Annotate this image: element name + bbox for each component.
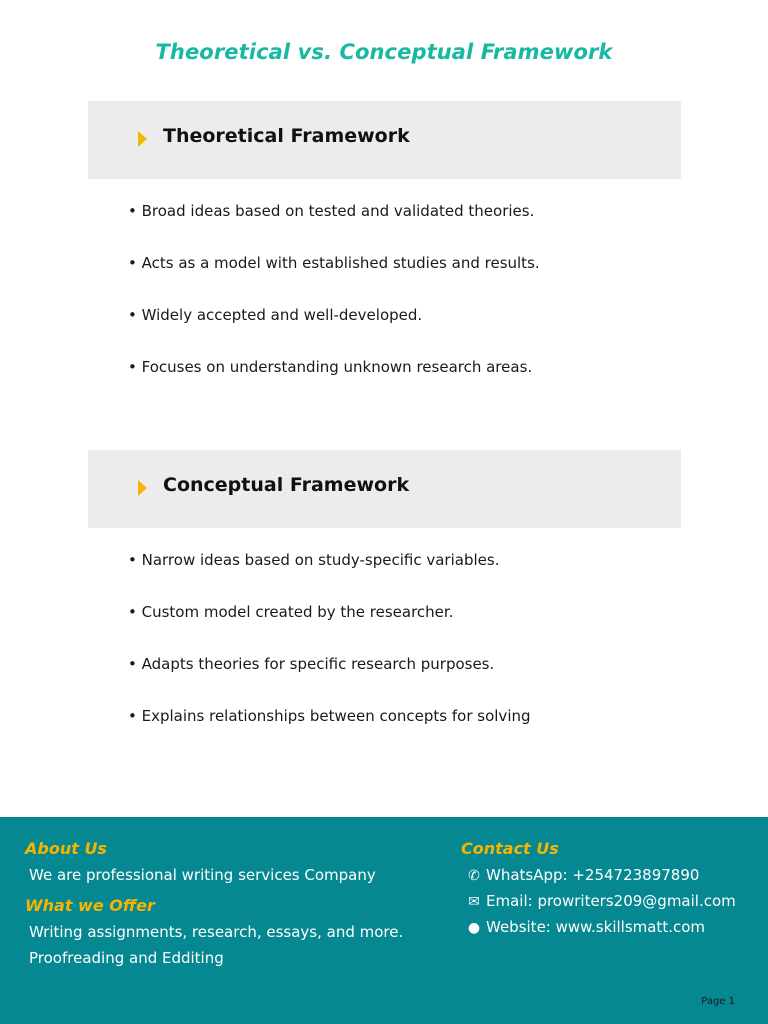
list-item: • Focuses on understanding unknown research areas.: [128, 358, 533, 376]
list-item: • Widely accepted and well-developed.: [128, 306, 423, 324]
list-item: • Custom model created by the researcher.: [128, 603, 454, 621]
about-text: We are professional writing services Company: [29, 866, 376, 884]
footer: [0, 817, 768, 1024]
email-text: Email: prowriters209@gmail.com: [486, 892, 736, 910]
globe-icon: ●: [467, 920, 481, 936]
list-item: • Explains relationships between concepts for solving: [128, 707, 531, 725]
website-text: Website: www.skillsmatt.com: [486, 918, 706, 936]
section-header-conceptual: [88, 450, 681, 528]
list-item: • Adapts theories for specific research purposes.: [128, 655, 495, 673]
whatsapp-contact[interactable]: [466, 866, 699, 884]
list-item: • Narrow ideas based on study-specific variables.: [128, 551, 500, 569]
envelope-icon: ✉: [468, 894, 480, 910]
contact-heading: Contact Us: [461, 839, 559, 858]
about-heading: About Us: [25, 839, 107, 858]
page-number: Page 1: [701, 996, 735, 1007]
whatsapp-text: WhatsApp: +254723897890: [486, 866, 700, 884]
offer-item: Writing assignments, research, essays, and more.: [29, 923, 404, 941]
email-contact[interactable]: [466, 892, 736, 910]
website-contact[interactable]: [466, 918, 705, 936]
offer-heading: What we Offer: [25, 896, 155, 915]
list-item: • Acts as a model with established studies and results.: [128, 254, 540, 272]
section-header-theoretical: [88, 101, 681, 179]
page-title: Theoretical vs. Conceptual Framework: [155, 40, 613, 64]
offer-item: Proofreading and Edditing: [29, 949, 224, 967]
section-heading: Conceptual Framework: [163, 474, 410, 496]
section-heading: Theoretical Framework: [163, 125, 410, 147]
list-item: • Broad ideas based on tested and validated theories.: [128, 202, 535, 220]
caret-right-icon: [138, 131, 147, 147]
theoretical-framework-section: [88, 101, 681, 376]
whatsapp-icon: ✆: [468, 868, 480, 884]
conceptual-framework-section: [88, 450, 681, 725]
caret-right-icon: [138, 480, 147, 496]
